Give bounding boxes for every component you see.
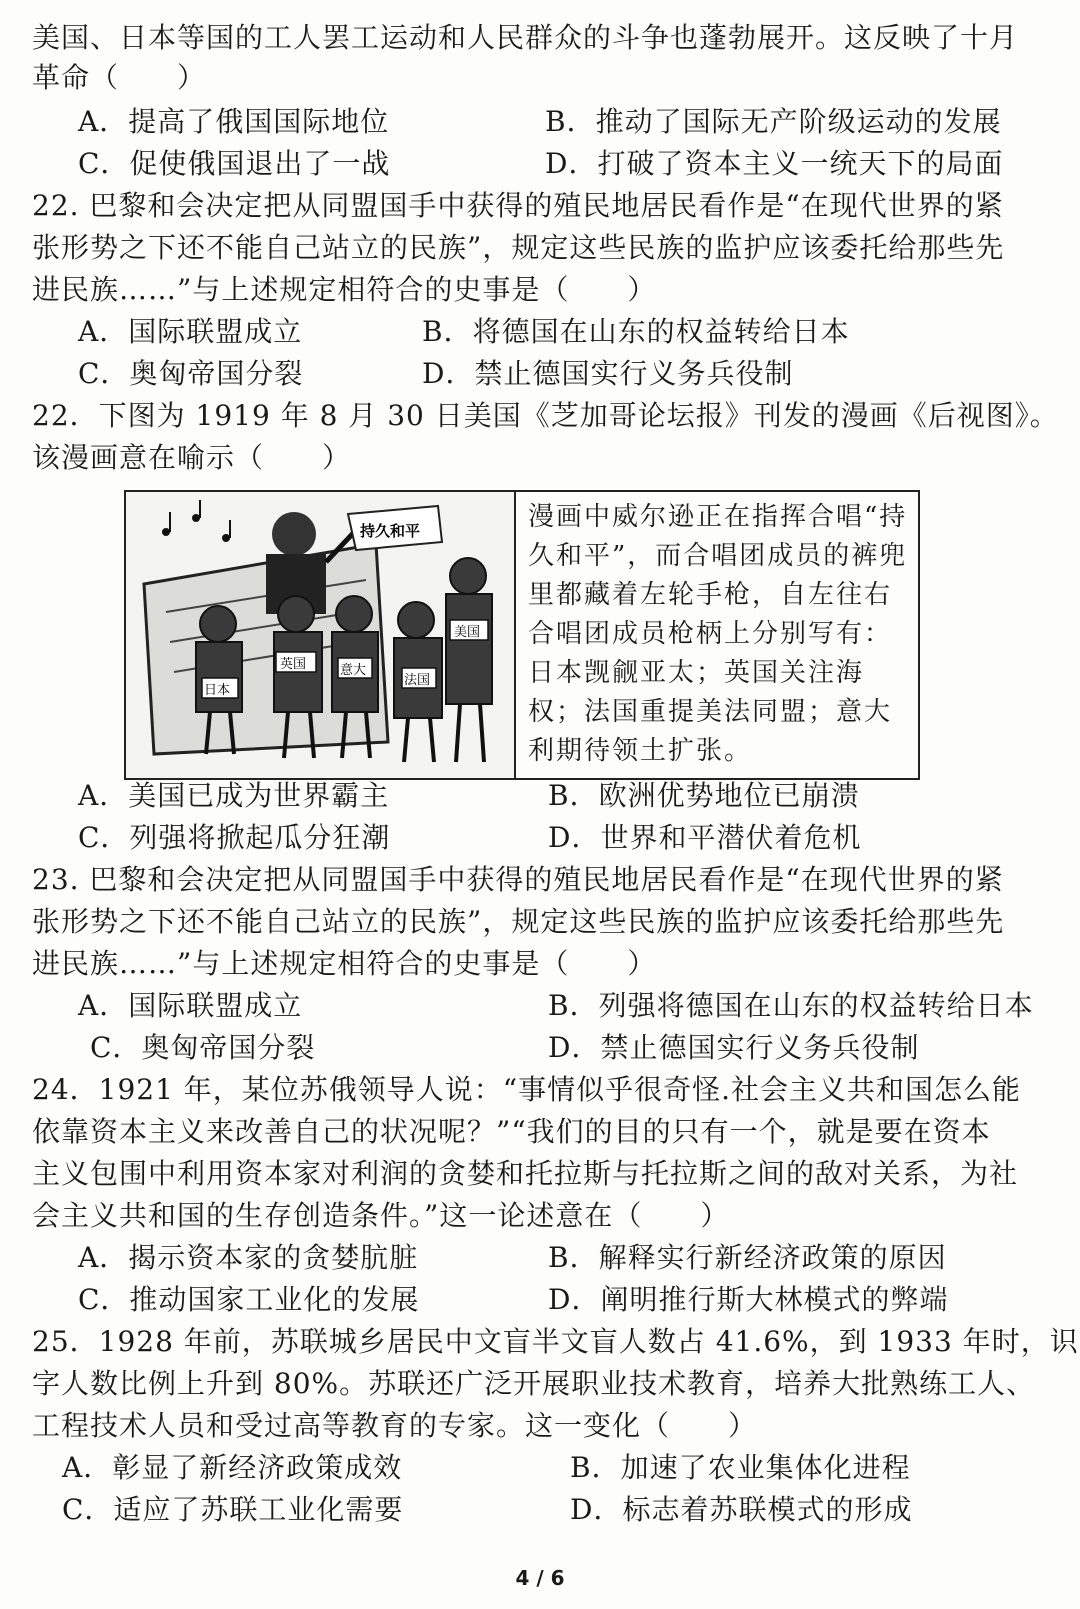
page-number: 4 / 6 [515,1566,565,1590]
option-a[interactable]: A．美国已成为世界霸主 [78,779,390,812]
option-c[interactable]: C．推动国家工业化的发展 [78,1283,420,1316]
option-a[interactable]: A．国际联盟成立 [78,989,303,1022]
question-23-stem: 进民族……”与上述规定相符合的史事是（ ） [32,947,657,980]
option-b[interactable]: B．欧洲优势地位已崩溃 [548,779,860,812]
option-d[interactable]: D．禁止德国实行义务兵役制 [422,357,794,390]
question-23-stem: 23. 巴黎和会决定把从同盟国手中获得的殖民地居民看作是“在现代世界的紧 [32,863,1004,896]
question-22b-stem: 该漫画意在喻示（ ） [32,441,352,474]
question-25-stem: 工程技术人员和受过高等教育的专家。这一变化（ ） [32,1409,758,1442]
question-24-stem: 24．1921 年，某位苏俄领导人说：“事情似乎很奇怪.社会主义共和国怎么能 [32,1073,1022,1106]
question-22a-stem: 22. 巴黎和会决定把从同盟国手中获得的殖民地居民看作是“在现代世界的紧 [32,189,1004,222]
cartoon-figure [124,490,920,780]
option-b[interactable]: B．解释实行新经济政策的原因 [548,1241,947,1274]
option-c[interactable]: C．促使俄国退出了一战 [78,147,391,180]
option-d[interactable]: D．禁止德国实行义务兵役制 [548,1031,920,1064]
option-a[interactable]: A．揭示资本家的贪婪肮脏 [78,1241,419,1274]
option-d[interactable]: D．标志着苏联模式的形成 [570,1493,913,1526]
france-label: 法国 [404,673,431,688]
conductor-head [272,512,316,556]
option-b[interactable]: B．将德国在山东的权益转给日本 [422,315,850,348]
question-25-stem: 25．1928 年前，苏联城乡居民中文盲半文盲人数占 41.6%，到 1933 年时，识 [32,1325,1079,1358]
question-24-stem: 主义包围中利用资本家对利润的贪婪和托拉斯与托拉斯之间的敌对关系，为社 [32,1157,1019,1190]
option-d[interactable]: D．阐明推行斯大林模式的弊端 [548,1283,949,1316]
japan-label: 日本 [204,683,231,698]
option-b[interactable]: B．列强将德国在山东的权益转给日本 [548,989,1034,1022]
america-label: 美国 [454,625,481,640]
banner-label: 持久和平 [360,522,421,540]
option-a[interactable]: A．彰显了新经济政策成效 [62,1451,403,1484]
cartoon-drawing [126,492,514,778]
cartoon-image [126,492,516,778]
option-c[interactable]: C．适应了苏联工业化需要 [62,1493,404,1526]
option-a[interactable]: A．提高了俄国国际地位 [78,105,390,138]
question-24-stem: 会主义共和国的生存创造条件。”这一论述意在（ ） [32,1199,730,1232]
italy-label: 意大 [340,663,367,678]
option-d[interactable]: D．打破了资本主义一统天下的局面 [545,147,1004,180]
text-line: 美国、日本等国的工人罢工运动和人民群众的斗争也蓬勃展开。这反映了十月 [32,21,1019,54]
option-c[interactable]: C．列强将掀起瓜分狂潮 [78,821,391,854]
britain-label: 英国 [280,657,307,672]
question-25-stem: 字人数比例上升到 80%。苏联还广泛开展职业技术教育，培养大批熟练工人、 [32,1367,1036,1400]
question-22a-stem: 张形势之下还不能自己站立的民族”，规定这些民族的监护应该委托给那些先 [32,231,1005,264]
option-b[interactable]: B．推动了国际无产阶级运动的发展 [545,105,1002,138]
question-22a-stem: 进民族……”与上述规定相符合的史事是（ ） [32,273,657,306]
question-24-stem: 依靠资本主义来改善自己的状况呢？”“我们的目的只有一个，就是要在资本 [32,1115,991,1148]
option-b[interactable]: B．加速了农业集体化进程 [570,1451,911,1484]
text-line: 革命（ ） [32,61,207,94]
option-d[interactable]: D．世界和平潜伏着危机 [548,821,862,854]
option-c[interactable]: C．奥匈帝国分裂 [90,1031,316,1064]
question-23-stem: 张形势之下还不能自己站立的民族”，规定这些民族的监护应该委托给那些先 [32,905,1005,938]
option-a[interactable]: A．国际联盟成立 [78,315,303,348]
question-22b-stem: 22．下图为 1919 年 8 月 30 日美国《芝加哥论坛报》刊发的漫画《后视图》。 [32,399,1059,432]
option-c[interactable]: C．奥匈帝国分裂 [78,357,304,390]
cartoon-caption: 漫画中威尔逊正在指挥合唱“持久和平”，而合唱团成员的裤兜里都藏着左轮手枪，自左往右合唱团成员枪柄上分别写有：日本觊觎亚太；英国关注海权；法国重提美法同盟；意大利期待领土扩张。 [528,502,908,766]
